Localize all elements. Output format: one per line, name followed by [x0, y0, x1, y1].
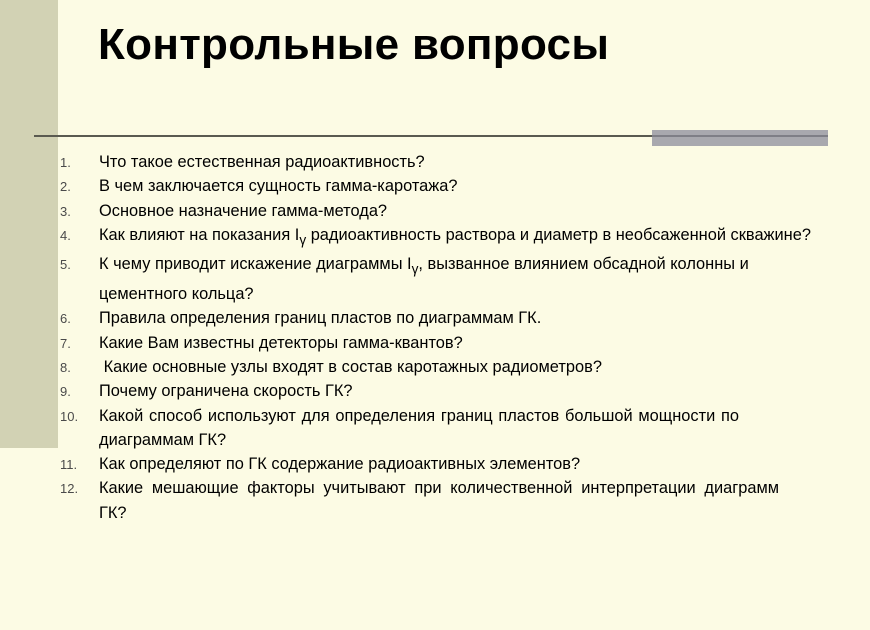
item-text: В чем заключается сущность гамма-каротажа?: [99, 177, 458, 196]
item-text: Какие Вам известны детекторы гамма-квантов?: [99, 333, 463, 352]
item-text: Какие мешающие факторы учитывают при количественной интерпретации диаграмм ГК?: [99, 479, 779, 522]
item-text: Какой способ используют для определения границ пластов большой мощности по диаграммам ГК?: [99, 406, 739, 449]
item-text-part: Как влияют на показания I: [99, 225, 300, 244]
list-item: [60, 452, 820, 476]
item-number: 1.: [60, 155, 71, 170]
item-text-part: радиоактивность раствора и диаметр в необсаженной скважине?: [306, 225, 811, 244]
list-item: [60, 223, 820, 253]
item-text: Почему ограничена скорость ГК?: [99, 382, 353, 401]
list-item: [60, 331, 820, 355]
item-text: [99, 252, 820, 306]
questions-list: [60, 150, 820, 525]
item-text-part: К чему приводит искажение диаграммы I: [99, 255, 412, 274]
list-item: [60, 150, 820, 174]
item-text: Правила определения границ пластов по диаграммам ГК.: [99, 309, 542, 328]
gamma-subscript: γ: [299, 232, 307, 248]
item-number: 3.: [60, 203, 71, 219]
item-number: 5.: [60, 257, 71, 273]
item-number: 12.: [60, 481, 79, 497]
divider-accent-block: [652, 130, 828, 146]
list-item: [60, 404, 820, 453]
item-number: 2.: [60, 179, 71, 195]
gamma-subscript: γ: [411, 261, 419, 277]
item-number: 6.: [60, 311, 71, 327]
item-text: Как определяют по ГК содержание радиоактивных элементов?: [99, 455, 581, 474]
title-divider: [34, 135, 654, 137]
item-text: Что такое естественная радиоактивность?: [99, 153, 425, 171]
list-item: [60, 379, 820, 403]
item-number: 4.: [60, 227, 71, 243]
item-number: 11.: [60, 457, 78, 473]
item-number: 9.: [60, 384, 71, 400]
item-number: 7.: [60, 335, 71, 351]
left-decor-bar: [0, 0, 58, 448]
list-item: [60, 476, 820, 525]
item-text-part: , вызванное влиянием обсадной колонны и цементного кольца?: [99, 255, 749, 304]
item-text: [99, 223, 820, 253]
item-text: Основное назначение гамма-метода?: [99, 201, 388, 220]
page-title: Контрольные вопросы: [98, 20, 610, 69]
list-item: [60, 306, 820, 330]
item-number: 10.: [60, 408, 79, 424]
list-item: [60, 252, 820, 306]
item-number: 8.: [60, 359, 71, 375]
list-item: [60, 199, 820, 223]
list-item: [60, 174, 820, 198]
item-text: Какие основные узлы входят в состав каротажных радиометров?: [99, 357, 602, 376]
divider-accent-line: [652, 135, 828, 137]
list-item: [60, 355, 820, 379]
